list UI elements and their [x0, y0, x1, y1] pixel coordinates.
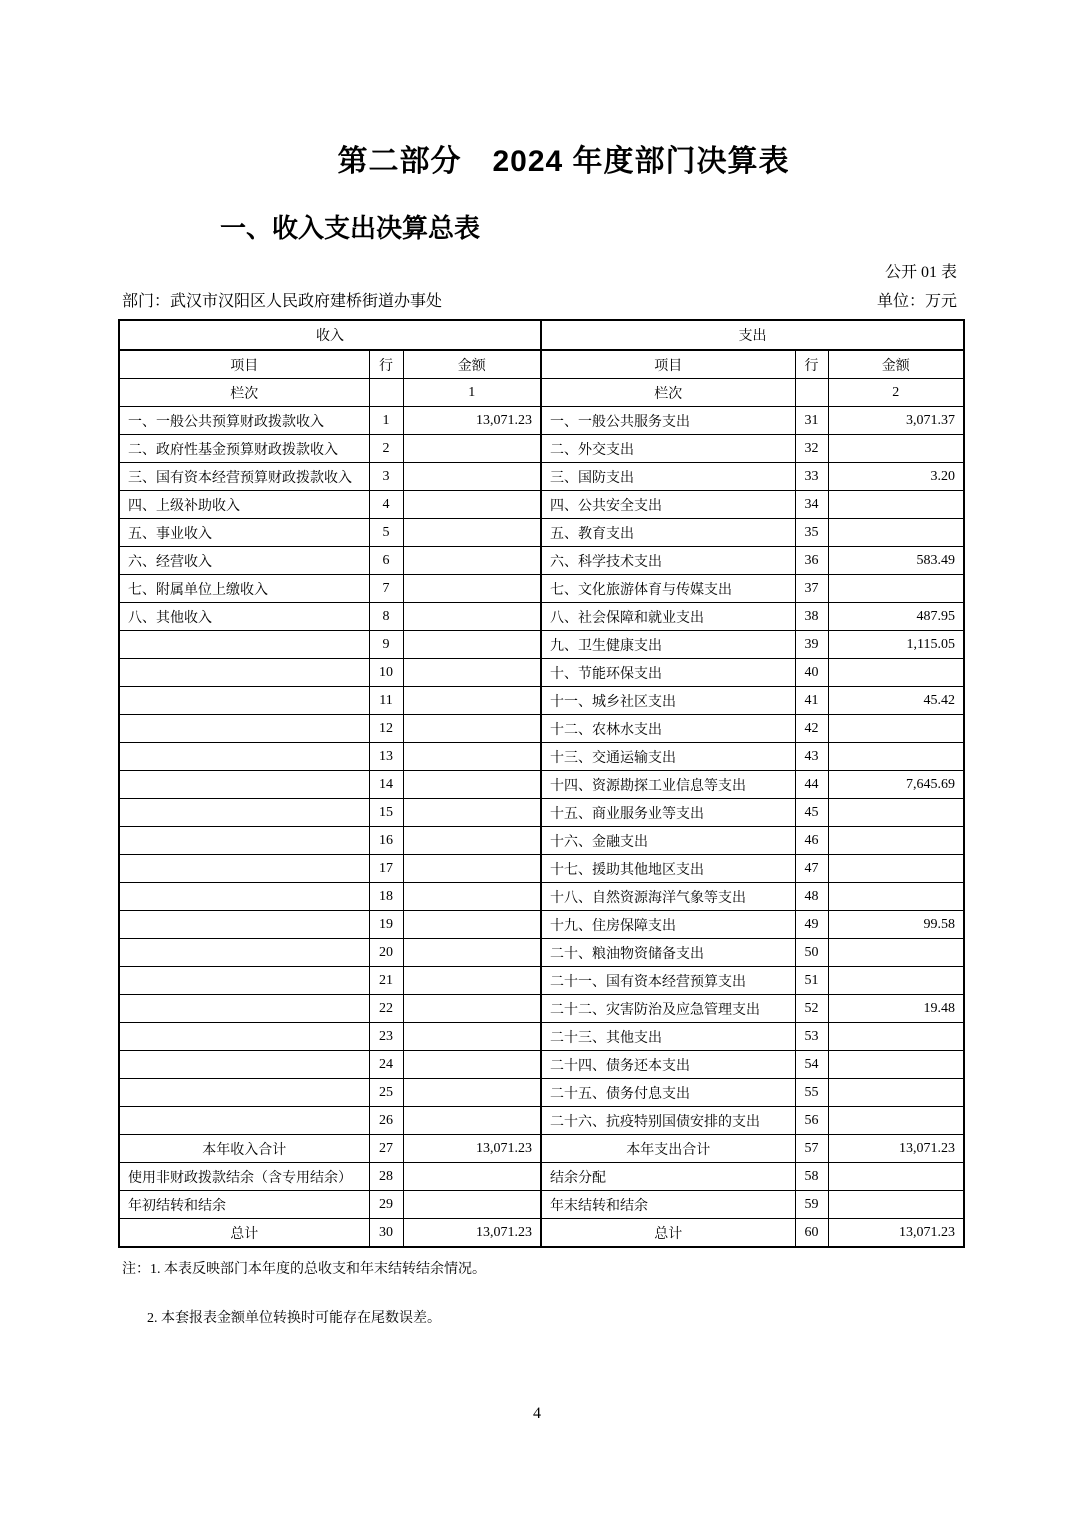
expense-line-cell: 52: [795, 995, 828, 1023]
income-amount-cell: [403, 967, 541, 995]
expense-line-cell: 37: [795, 575, 828, 603]
page-number: 4: [533, 1405, 541, 1422]
expense-item-column-header: 项目: [541, 350, 795, 379]
income-line-cell: 12: [369, 715, 403, 743]
table-row: [119, 1107, 964, 1135]
expense-line-cell: 55: [795, 1079, 828, 1107]
income-item-cell: [119, 995, 369, 1023]
expense-line-cell: 59: [795, 1191, 828, 1219]
income-item-cell: [119, 911, 369, 939]
expense-item-cell: 十六、金融支出: [541, 827, 795, 855]
expense-item-cell: 一、一般公共服务支出: [541, 407, 795, 435]
expense-amount-cell: [828, 1107, 964, 1135]
income-amount-cell: [403, 743, 541, 771]
expense-amount-cell: 3.20: [828, 463, 964, 491]
expense-line-cell: 51: [795, 967, 828, 995]
table-row: [119, 1219, 964, 1248]
income-line-cell: 14: [369, 771, 403, 799]
income-line-cell: 13: [369, 743, 403, 771]
expense-amount-cell: [828, 1051, 964, 1079]
empty-cell: [369, 379, 403, 407]
expense-item-cell: 二十三、其他支出: [541, 1023, 795, 1051]
income-line-cell: 1: [369, 407, 403, 435]
table-row: [119, 799, 964, 827]
table-row: [119, 491, 964, 519]
expense-amount-cell: 99.58: [828, 911, 964, 939]
expense-line-column-header: 行: [795, 350, 828, 379]
income-amount-cell: [403, 519, 541, 547]
expense-amount-cell: [828, 799, 964, 827]
expense-line-cell: 45: [795, 799, 828, 827]
table-body: [119, 407, 964, 1248]
income-item-cell: [119, 1051, 369, 1079]
expense-line-cell: 60: [795, 1219, 828, 1248]
income-amount-cell: [403, 855, 541, 883]
expense-amount-cell: [828, 967, 964, 995]
expense-item-cell: 十、节能环保支出: [541, 659, 795, 687]
expense-item-cell: 二十六、抗疫特别国债安排的支出: [541, 1107, 795, 1135]
table-row: [119, 1023, 964, 1051]
income-line-cell: 7: [369, 575, 403, 603]
expense-amount-cell: [828, 575, 964, 603]
income-item-cell: 使用非财政拨款结余（含专用结余）: [119, 1163, 369, 1191]
department-label: 部门：武汉市汉阳区人民政府建桥街道办事处: [122, 293, 443, 310]
income-item-cell: [119, 771, 369, 799]
expense-line-cell: 36: [795, 547, 828, 575]
expense-item-cell: 十七、援助其他地区支出: [541, 855, 795, 883]
income-line-cell: 18: [369, 883, 403, 911]
table-row: [119, 659, 964, 687]
income-item-cell: [119, 967, 369, 995]
income-line-cell: 11: [369, 687, 403, 715]
income-item-cell: 三、国有资本经营预算财政拨款收入: [119, 463, 369, 491]
income-amount-cell: [403, 435, 541, 463]
expense-line-cell: 39: [795, 631, 828, 659]
column-header-row: [119, 350, 964, 379]
table-row: [119, 911, 964, 939]
expense-line-cell: 34: [795, 491, 828, 519]
income-line-cell: 4: [369, 491, 403, 519]
income-item-cell: [119, 659, 369, 687]
income-amount-cell: [403, 463, 541, 491]
income-amount-cell: [403, 547, 541, 575]
expense-line-cell: 56: [795, 1107, 828, 1135]
income-item-cell: 二、政府性基金预算财政拨款收入: [119, 435, 369, 463]
income-line-cell: 22: [369, 995, 403, 1023]
expense-line-cell: 40: [795, 659, 828, 687]
expense-amount-cell: [828, 659, 964, 687]
income-line-cell: 20: [369, 939, 403, 967]
income-amount-cell: 13,071.23: [403, 1135, 541, 1163]
expense-amount-cell: [828, 743, 964, 771]
income-line-cell: 15: [369, 799, 403, 827]
expense-section-header: 支出: [541, 320, 964, 350]
expense-amount-cell: 13,071.23: [828, 1219, 964, 1248]
income-amount-cell: [403, 1107, 541, 1135]
table-row: [119, 463, 964, 491]
income-amount-cell: [403, 575, 541, 603]
income-amount-column-header: 金额: [403, 350, 541, 379]
section-subtitle: 一、收入支出决算总表: [220, 213, 481, 243]
expense-amount-cell: [828, 1079, 964, 1107]
table-row: [119, 631, 964, 659]
table-row: [119, 1051, 964, 1079]
income-item-cell: [119, 715, 369, 743]
table-row: [119, 995, 964, 1023]
table-row: [119, 883, 964, 911]
expense-item-cell: 三、国防支出: [541, 463, 795, 491]
expense-amount-cell: 583.49: [828, 547, 964, 575]
expense-amount-cell: [828, 1163, 964, 1191]
expense-line-cell: 48: [795, 883, 828, 911]
expense-item-cell: 四、公共安全支出: [541, 491, 795, 519]
income-amount-cell: [403, 715, 541, 743]
expense-item-cell: 六、科学技术支出: [541, 547, 795, 575]
income-line-cell: 9: [369, 631, 403, 659]
expense-item-cell: 十一、城乡社区支出: [541, 687, 795, 715]
expense-amount-cell: 3,071.37: [828, 407, 964, 435]
expense-item-cell: 二十、粮油物资储备支出: [541, 939, 795, 967]
income-amount-cell: [403, 995, 541, 1023]
income-line-cell: 19: [369, 911, 403, 939]
expense-column-index: 2: [828, 379, 964, 407]
income-item-cell: 本年收入合计: [119, 1135, 369, 1163]
income-section-header: 收入: [119, 320, 541, 350]
income-item-cell: [119, 1023, 369, 1051]
table-row: [119, 547, 964, 575]
expense-line-cell: 31: [795, 407, 828, 435]
table-row: [119, 575, 964, 603]
expense-line-cell: 33: [795, 463, 828, 491]
expense-line-cell: 57: [795, 1135, 828, 1163]
expense-item-cell: 二十四、债务还本支出: [541, 1051, 795, 1079]
income-item-cell: [119, 687, 369, 715]
income-item-cell: [119, 855, 369, 883]
income-item-cell: [119, 799, 369, 827]
table-row: [119, 939, 964, 967]
expense-item-cell: 七、文化旅游体育与传媒支出: [541, 575, 795, 603]
table-row: [119, 603, 964, 631]
table-row: [119, 715, 964, 743]
income-line-cell: 30: [369, 1219, 403, 1248]
income-item-cell: [119, 1079, 369, 1107]
expense-line-cell: 58: [795, 1163, 828, 1191]
income-line-cell: 21: [369, 967, 403, 995]
expense-amount-column-header: 金额: [828, 350, 964, 379]
expense-item-cell: 十八、自然资源海洋气象等支出: [541, 883, 795, 911]
income-amount-cell: [403, 1163, 541, 1191]
table-row: [119, 435, 964, 463]
table-row: [119, 855, 964, 883]
income-item-cell: 总计: [119, 1219, 369, 1248]
note-2: 2. 本套报表金额单位转换时可能存在尾数误差。: [147, 1311, 441, 1326]
income-amount-cell: [403, 883, 541, 911]
income-line-cell: 23: [369, 1023, 403, 1051]
income-item-cell: 四、上级补助收入: [119, 491, 369, 519]
table-row: [119, 771, 964, 799]
table-row: [119, 967, 964, 995]
expense-line-cell: 53: [795, 1023, 828, 1051]
unit-label: 单位：万元: [876, 293, 957, 310]
meta-row: [118, 288, 963, 311]
income-line-column-header: 行: [369, 350, 403, 379]
income-item-cell: [119, 939, 369, 967]
section-header-row: [119, 320, 964, 350]
income-line-cell: 2: [369, 435, 403, 463]
expense-item-cell: 总计: [541, 1219, 795, 1248]
expense-amount-cell: 487.95: [828, 603, 964, 631]
income-line-cell: 26: [369, 1107, 403, 1135]
expense-line-cell: 44: [795, 771, 828, 799]
table-row: [119, 687, 964, 715]
income-line-cell: 16: [369, 827, 403, 855]
income-item-cell: 七、附属单位上缴收入: [119, 575, 369, 603]
income-item-cell: 六、经营收入: [119, 547, 369, 575]
expense-item-cell: 九、卫生健康支出: [541, 631, 795, 659]
income-amount-cell: [403, 1191, 541, 1219]
expense-line-cell: 42: [795, 715, 828, 743]
table-row: [119, 1079, 964, 1107]
income-line-cell: 6: [369, 547, 403, 575]
expense-amount-cell: [828, 1191, 964, 1219]
table-row: [119, 1135, 964, 1163]
income-line-cell: 27: [369, 1135, 403, 1163]
income-line-cell: 8: [369, 603, 403, 631]
income-item-cell: [119, 631, 369, 659]
income-line-cell: 29: [369, 1191, 403, 1219]
income-item-cell: 年初结转和结余: [119, 1191, 369, 1219]
expense-amount-cell: [828, 939, 964, 967]
budget-summary-table: [118, 319, 965, 1248]
expense-item-cell: 年末结转和结余: [541, 1191, 795, 1219]
income-amount-cell: [403, 1023, 541, 1051]
income-amount-cell: [403, 799, 541, 827]
income-line-cell: 28: [369, 1163, 403, 1191]
income-column-index: 1: [403, 379, 541, 407]
income-amount-cell: [403, 911, 541, 939]
income-amount-cell: [403, 659, 541, 687]
column-index-row: [119, 379, 964, 407]
table-row: [119, 827, 964, 855]
income-amount-cell: 13,071.23: [403, 407, 541, 435]
expense-item-cell: 二、外交支出: [541, 435, 795, 463]
table-row: [119, 407, 964, 435]
income-item-cell: 五、事业收入: [119, 519, 369, 547]
income-amount-cell: [403, 1051, 541, 1079]
income-amount-cell: [403, 491, 541, 519]
expense-line-cell: 32: [795, 435, 828, 463]
table-row: [119, 1191, 964, 1219]
expense-item-cell: 结余分配: [541, 1163, 795, 1191]
expense-line-cell: 38: [795, 603, 828, 631]
expense-item-cell: 二十二、灾害防治及应急管理支出: [541, 995, 795, 1023]
expense-item-cell: 二十五、债务付息支出: [541, 1079, 795, 1107]
income-item-cell: [119, 883, 369, 911]
expense-line-cell: 54: [795, 1051, 828, 1079]
expense-amount-cell: 19.48: [828, 995, 964, 1023]
expense-item-cell: 本年支出合计: [541, 1135, 795, 1163]
income-item-cell: 一、一般公共预算财政拨款收入: [119, 407, 369, 435]
income-item-cell: [119, 1107, 369, 1135]
note-1: 注：1. 本表反映部门本年度的总收支和年末结转结余情况。: [122, 1262, 486, 1277]
expense-line-cell: 35: [795, 519, 828, 547]
income-amount-cell: 13,071.23: [403, 1219, 541, 1248]
expense-item-cell: 二十一、国有资本经营预算支出: [541, 967, 795, 995]
expense-line-cell: 50: [795, 939, 828, 967]
content-area: [118, 0, 963, 1327]
income-amount-cell: [403, 827, 541, 855]
expense-amount-cell: [828, 715, 964, 743]
expense-amount-cell: 13,071.23: [828, 1135, 964, 1163]
expense-line-cell: 43: [795, 743, 828, 771]
income-amount-cell: [403, 631, 541, 659]
expense-item-cell: 十三、交通运输支出: [541, 743, 795, 771]
income-amount-cell: [403, 771, 541, 799]
income-item-cell: [119, 743, 369, 771]
income-item-cell: [119, 827, 369, 855]
expense-amount-cell: 1,115.05: [828, 631, 964, 659]
income-item-column-header: 项目: [119, 350, 369, 379]
income-amount-cell: [403, 939, 541, 967]
expense-item-cell: 十二、农林水支出: [541, 715, 795, 743]
income-amount-cell: [403, 603, 541, 631]
expense-column-index-label: 栏次: [541, 379, 795, 407]
income-line-cell: 24: [369, 1051, 403, 1079]
expense-amount-cell: [828, 519, 964, 547]
income-line-cell: 3: [369, 463, 403, 491]
income-line-cell: 5: [369, 519, 403, 547]
page-title: 第二部分 2024 年度部门决算表: [337, 145, 790, 178]
income-column-index-label: 栏次: [119, 379, 369, 407]
expense-item-cell: 十九、住房保障支出: [541, 911, 795, 939]
expense-line-cell: 41: [795, 687, 828, 715]
table-row: [119, 743, 964, 771]
income-line-cell: 17: [369, 855, 403, 883]
expense-amount-cell: [828, 1023, 964, 1051]
expense-amount-cell: [828, 491, 964, 519]
expense-item-cell: 十四、资源勘探工业信息等支出: [541, 771, 795, 799]
income-amount-cell: [403, 687, 541, 715]
expense-amount-cell: [828, 827, 964, 855]
expense-item-cell: 十五、商业服务业等支出: [541, 799, 795, 827]
expense-amount-cell: 7,645.69: [828, 771, 964, 799]
expense-line-cell: 46: [795, 827, 828, 855]
table-row: [119, 1163, 964, 1191]
expense-line-cell: 47: [795, 855, 828, 883]
expense-amount-cell: [828, 855, 964, 883]
income-item-cell: 八、其他收入: [119, 603, 369, 631]
income-amount-cell: [403, 1079, 541, 1107]
table-row: [119, 519, 964, 547]
income-line-cell: 25: [369, 1079, 403, 1107]
expense-amount-cell: [828, 435, 964, 463]
notes-block: [118, 1258, 963, 1327]
expense-amount-cell: [828, 883, 964, 911]
expense-amount-cell: 45.42: [828, 687, 964, 715]
empty-cell: [795, 379, 828, 407]
expense-item-cell: 八、社会保障和就业支出: [541, 603, 795, 631]
table-code: 公开 01 表: [884, 264, 957, 281]
expense-line-cell: 49: [795, 911, 828, 939]
expense-item-cell: 五、教育支出: [541, 519, 795, 547]
income-line-cell: 10: [369, 659, 403, 687]
